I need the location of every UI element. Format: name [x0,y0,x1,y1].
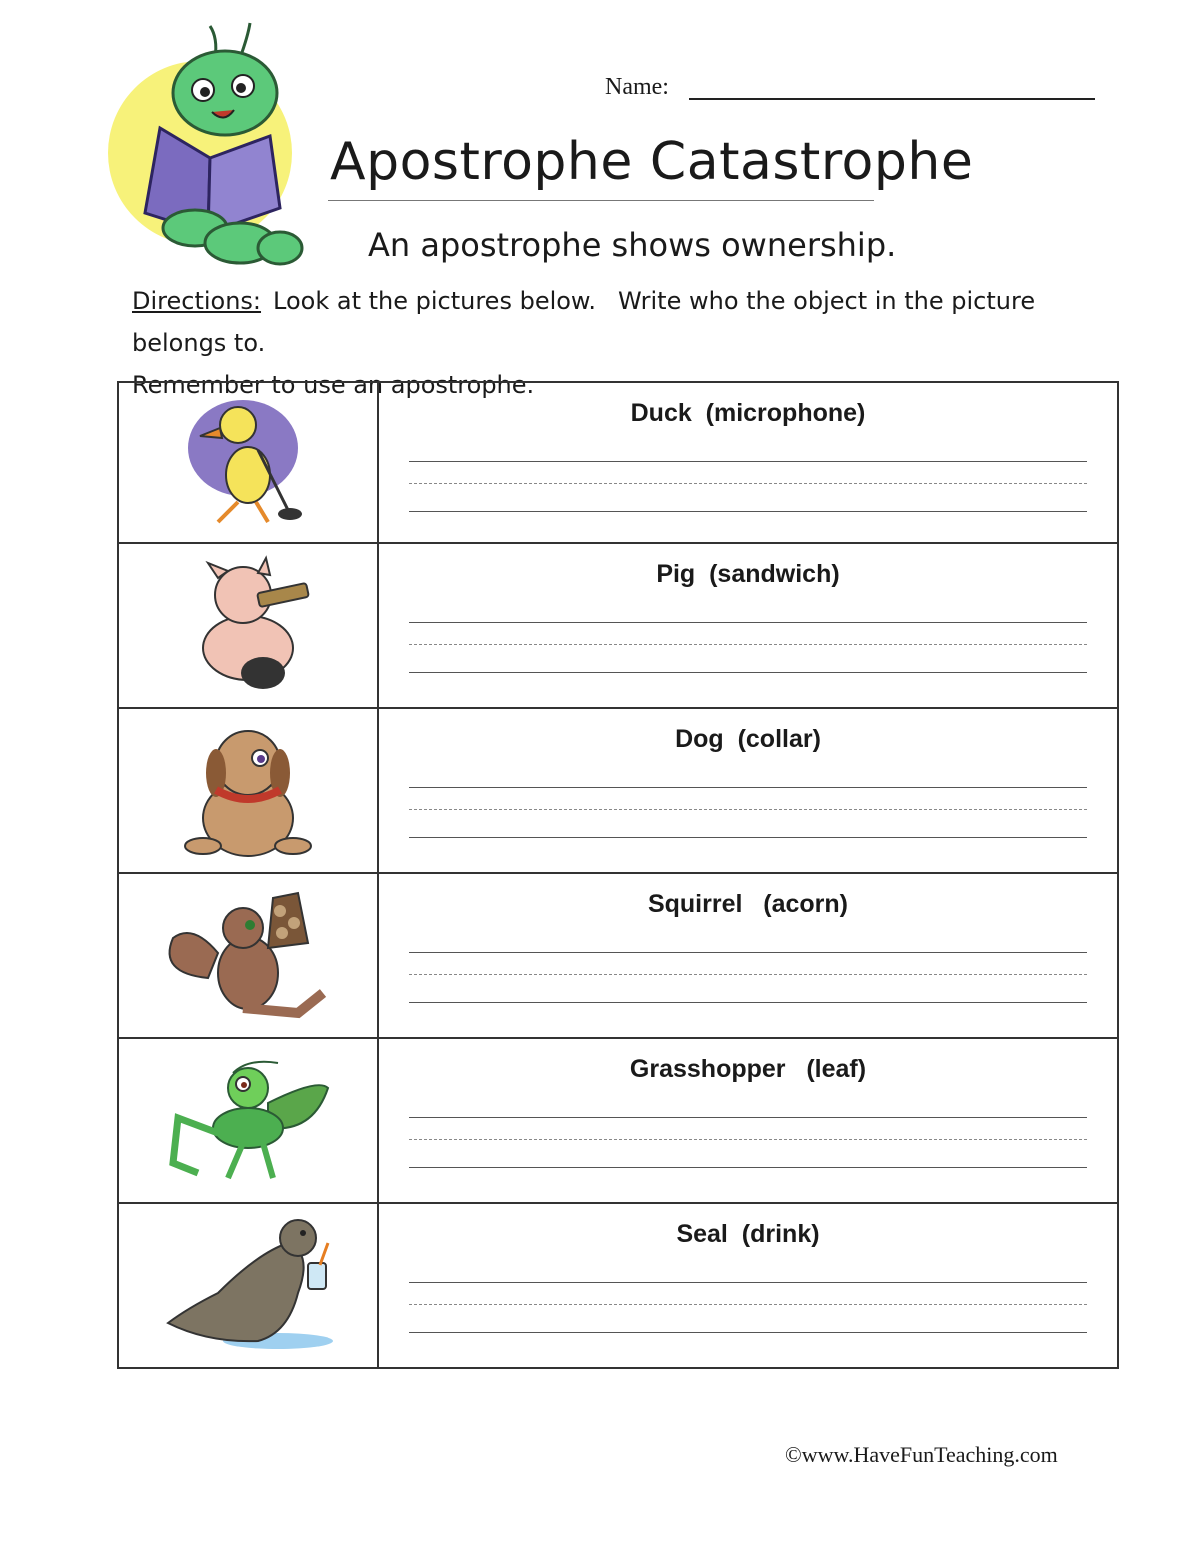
picture-cell [119,383,379,542]
picture-cell [119,1039,379,1202]
handwriting-line-bottom [409,1167,1087,1168]
handwriting-line-middle [409,809,1087,810]
table-row [119,1039,1117,1204]
table-row [119,874,1117,1039]
table-row [119,544,1117,709]
copyright-footer: ©www.HaveFunTeaching.com [785,1442,1058,1467]
answer-cell[interactable] [379,1039,1117,1202]
handwriting-line-top [409,952,1087,953]
answer-cell[interactable] [379,1204,1117,1367]
table-row [119,383,1117,544]
prompt-label: Grasshopper (leaf) [629,1055,867,1083]
title-divider [328,200,874,201]
handwriting-line-middle [409,644,1087,645]
handwriting-line-top [409,1282,1087,1283]
seal-drink-picture [148,1213,348,1358]
directions-text-1: Look at the pictures below. [273,287,596,315]
prompt-label: Squirrel (acorn) [647,890,849,918]
handwriting-line-top [409,1117,1087,1118]
page-title: Apostrophe Catastrophe [330,132,974,192]
picture-cell [119,709,379,872]
picture-cell [119,544,379,707]
grasshopper-leaf-picture [148,1048,348,1193]
prompt-label: Seal (drink) [676,1220,820,1248]
answer-cell[interactable] [379,544,1117,707]
dog-collar-picture [148,718,348,863]
bookworm-mascot-illustration [100,18,320,278]
directions-text-3: Remember to use an apostrophe. [132,371,535,399]
handwriting-line-middle [409,483,1087,484]
duck-microphone-picture [148,390,348,535]
prompt-label: Duck (microphone) [630,399,866,427]
handwriting-line-bottom [409,511,1087,512]
handwriting-line-bottom [409,672,1087,673]
name-field[interactable] [605,74,1105,104]
answer-cell[interactable] [379,383,1117,542]
picture-cell [119,1204,379,1367]
directions-label: Directions: [132,287,262,315]
table-row [119,709,1117,874]
squirrel-acorn-picture [148,883,348,1028]
picture-cell [119,874,379,1037]
answer-cell[interactable] [379,709,1117,872]
prompt-label: Pig (sandwich) [656,560,840,588]
handwriting-line-bottom [409,837,1087,838]
name-label: Name: [605,74,669,100]
handwriting-line-middle [409,1139,1087,1140]
handwriting-line-bottom [409,1002,1087,1003]
page-subtitle: An apostrophe shows ownership. [368,226,897,264]
handwriting-line-top [409,461,1087,462]
directions-text-2: Write who the object in the picture belongs to. [132,287,1036,357]
answer-cell[interactable] [379,874,1117,1037]
table-row [119,1204,1117,1367]
name-write-line[interactable] [689,98,1095,100]
pig-sandwich-picture [148,553,348,698]
handwriting-line-middle [409,1304,1087,1305]
handwriting-line-top [409,787,1087,788]
prompt-label: Dog (collar) [675,725,821,753]
handwriting-line-bottom [409,1332,1087,1333]
handwriting-line-middle [409,974,1087,975]
handwriting-line-top [409,622,1087,623]
worksheet-table [117,381,1119,1369]
